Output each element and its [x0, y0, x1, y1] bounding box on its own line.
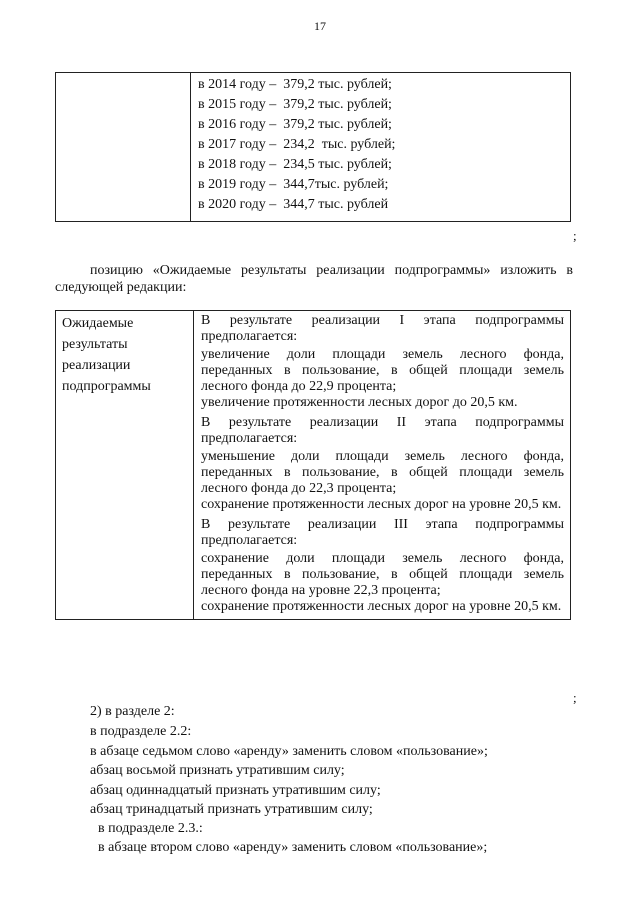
- semicolon-2: ;: [573, 690, 577, 705]
- stage-heading-cont: предполагается:: [201, 431, 298, 446]
- amendment-line: абзац одиннадцатый признать утратившим силу;: [90, 783, 381, 798]
- funding-line-2019: в 2019 году – 344,7тыс. рублей;: [198, 177, 389, 192]
- results-label-line: результаты: [62, 337, 128, 352]
- amendment-line: в подразделе 2.3.:: [98, 821, 203, 836]
- stage-heading: В результате реализации II этапа подпрограммы: [201, 415, 564, 430]
- funding-line-2020: в 2020 году – 344,7 тыс. рублей: [198, 197, 389, 212]
- results-label-line: подпрограммы: [62, 379, 151, 394]
- amendment-line: в абзаце седьмом слово «аренду» заменить словом «пользование»;: [90, 744, 488, 759]
- amendment-line: 2) в разделе 2:: [90, 704, 175, 719]
- results-label-cell: [56, 311, 194, 620]
- stage-heading-cont: предполагается:: [201, 533, 298, 548]
- result-item: сохранение протяженности лесных дорог на уровне 20,5 км.: [201, 599, 562, 614]
- funding-values-cell: [191, 73, 571, 222]
- amendment-line: в подразделе 2.2:: [90, 724, 192, 739]
- results-label-line: Ожидаемые: [62, 316, 134, 331]
- stage-heading: В результате реализации III этапа подпрограммы: [201, 517, 564, 532]
- stage-2-block: [201, 415, 564, 513]
- result-item: сохранение доли площади земель лесного фонда, переданных в пользование, в общей площади земель лесного фонда на уровне 22,3 процента;: [201, 551, 564, 598]
- stage-1-block: [201, 313, 564, 411]
- funding-line-2016: в 2016 году – 379,2 тыс. рублей;: [198, 117, 392, 132]
- stage-3-block: [201, 517, 564, 615]
- funding-line-2015: в 2015 году – 379,2 тыс. рублей;: [198, 97, 392, 112]
- amendment-line: абзац тринадцатый признать утратившим силу;: [90, 802, 373, 817]
- results-table: [55, 310, 571, 620]
- funding-table: [55, 72, 571, 222]
- result-item: уменьшение доли площади земель лесного фонда, переданных в пользование, в общей площади земель лесного фонда до 22,3 процента;: [201, 449, 564, 496]
- semicolon-1: ;: [573, 228, 577, 243]
- funding-label-cell: [56, 73, 191, 222]
- table-row: [56, 73, 571, 222]
- amendment-line: абзац восьмой признать утратившим силу;: [90, 763, 345, 778]
- funding-line-2014: в 2014 году – 379,2 тыс. рублей;: [198, 77, 392, 92]
- funding-line-2018: в 2018 году – 234,5 тыс. рублей;: [198, 157, 392, 172]
- result-item: сохранение протяженности лесных дорог на уровне 20,5 км.: [201, 497, 562, 512]
- results-label-line: реализации: [62, 358, 131, 373]
- table-row: [56, 311, 571, 620]
- results-content-cell: [194, 311, 571, 620]
- intro-paragraph: позицию «Ожидаемые результаты реализации подпрограммы» изложить в следующей редакции:: [55, 263, 573, 295]
- stage-heading-cont: предполагается:: [201, 329, 298, 344]
- result-item: увеличение доли площади земель лесного фонда, переданных в пользование, в общей площади земель лесного фонда до 22,9 процента;: [201, 347, 564, 394]
- stage-heading: В результате реализации I этапа подпрограммы: [201, 313, 564, 328]
- page-number: 17: [314, 19, 326, 33]
- result-item: увеличение протяженности лесных дорог до 20,5 км.: [201, 395, 518, 410]
- amendment-line: в абзаце втором слово «аренду» заменить словом «пользование»;: [98, 840, 488, 855]
- funding-line-2017: в 2017 году – 234,2 тыс. рублей;: [198, 137, 396, 152]
